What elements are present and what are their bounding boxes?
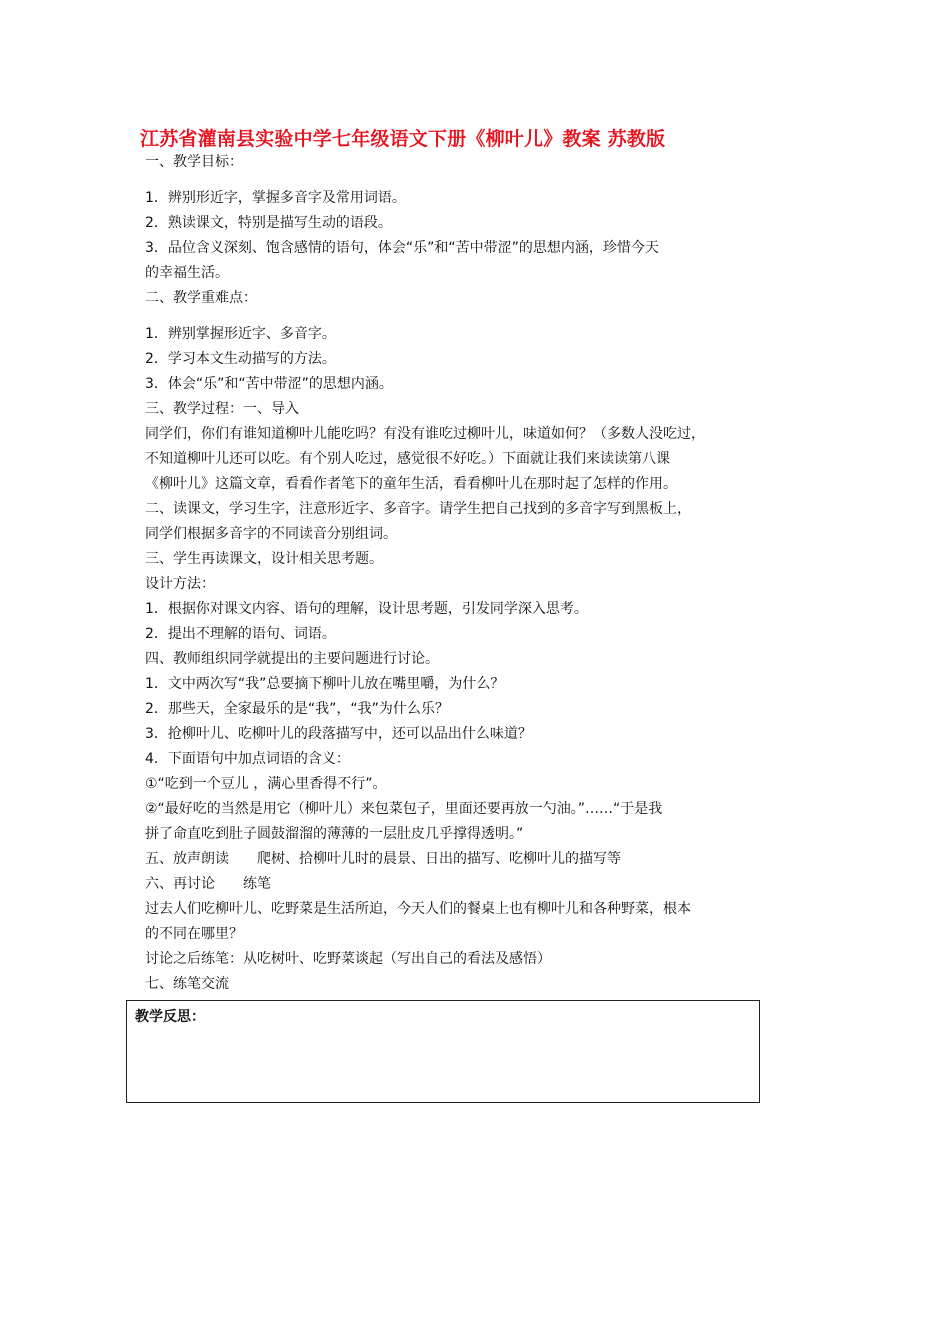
paragraph-line: 设计方法： xyxy=(145,576,215,592)
paragraph-line: 三、学生再读课文，设计相关思考题。 xyxy=(145,551,383,567)
paragraph-line: 《柳叶儿》这篇文章，看看作者笔下的童年生活，看看柳叶儿在那时起了怎样的作用。 xyxy=(145,476,677,492)
paragraph-line: 六、再讨论 练笔 xyxy=(145,876,271,892)
paragraph-line: 同学们，你们有谁知道柳叶儿能吃吗？有没有谁吃过柳叶儿，味道如何？（多数人没吃过， xyxy=(145,426,705,442)
question-item: 4．下面语句中加点词语的含义： xyxy=(145,751,350,767)
question-item: 3．抢柳叶儿、吃柳叶儿的段落描写中，还可以品出什么味道？ xyxy=(145,726,532,742)
section-heading-objectives: 一、教学目标： xyxy=(145,154,243,170)
key-point-item: 1．辨别掌握形近字、多音字。 xyxy=(145,326,336,342)
quote-item: ①“吃到一个豆儿 ，满心里香得不行”。 xyxy=(145,776,387,792)
question-item: 2．那些天，全家最乐的是“我”，“我”为什么乐？ xyxy=(145,701,449,717)
paragraph-line: 1．根据你对课文内容、语句的理解，设计思考题，引发同学深入思考。 xyxy=(145,601,588,617)
question-item: 1．文中两次写“我”总要摘下柳叶儿放在嘴里嚼，为什么？ xyxy=(145,676,505,692)
paragraph-line: 的不同在哪里？ xyxy=(145,926,243,942)
objective-item-continued: 的幸福生活。 xyxy=(145,265,229,281)
objective-item: 1．辨别形近字，掌握多音字及常用词语。 xyxy=(145,190,406,206)
teaching-reflection-label: 教学反思： xyxy=(135,1009,205,1025)
quote-item: ②“最好吃的当然是用它（柳叶儿）来包菜包子，里面还要再放一勺油。”……“于是我 xyxy=(145,801,663,817)
paragraph-line: 2．提出不理解的语句、词语。 xyxy=(145,626,336,642)
paragraph-line: 二、读课文，学习生字，注意形近字、多音字。请学生把自己找到的多音字写到黑板上， xyxy=(145,501,691,517)
paragraph-line: 不知道柳叶儿还可以吃。有个别人吃过，感觉很不好吃。）下面就让我们来读读第八课 xyxy=(145,451,670,467)
paragraph-line: 讨论之后练笔：从吃树叶、吃野菜谈起（写出自己的看法及感悟） xyxy=(145,951,551,967)
spacer xyxy=(145,311,810,322)
paragraph-line: 同学们根据多音字的不同读音分别组词。 xyxy=(145,526,397,542)
paragraph-line: 五、放声朗读 爬树、拾柳叶儿时的晨景、日出的描写、吃柳叶儿的描写等 xyxy=(145,851,621,867)
section-heading-key-points: 二、教学重难点： xyxy=(145,290,257,306)
quote-item-continued: 拼了命直吃到肚子圆鼓溜溜的薄薄的一层肚皮几乎撑得透明。” xyxy=(145,826,524,842)
objective-item: 3．品位含义深刻、饱含感情的语句，体会“乐”和“苦中带涩”的思想内涵，珍惜今天 xyxy=(145,240,659,256)
key-point-item: 3．体会“乐”和“苦中带涩”的思想内涵。 xyxy=(145,376,393,392)
lesson-plan-body xyxy=(145,150,810,997)
section-heading-process: 三、教学过程：一、导入 xyxy=(145,401,299,417)
spacer xyxy=(145,175,810,186)
document-title: 江苏省灌南县实验中学七年级语文下册《柳叶儿》教案 苏教版 xyxy=(140,128,666,150)
paragraph-line: 七、练笔交流 xyxy=(145,976,229,992)
teaching-reflection-box xyxy=(126,1000,760,1103)
key-point-item: 2．学习本文生动描写的方法。 xyxy=(145,351,336,367)
objective-item: 2．熟读课文，特别是描写生动的语段。 xyxy=(145,215,392,231)
paragraph-line: 四、教师组织同学就提出的主要问题进行讨论。 xyxy=(145,651,439,667)
paragraph-line: 过去人们吃柳叶儿、吃野菜是生活所迫，今天人们的餐桌上也有柳叶儿和各种野菜，根本 xyxy=(145,901,691,917)
